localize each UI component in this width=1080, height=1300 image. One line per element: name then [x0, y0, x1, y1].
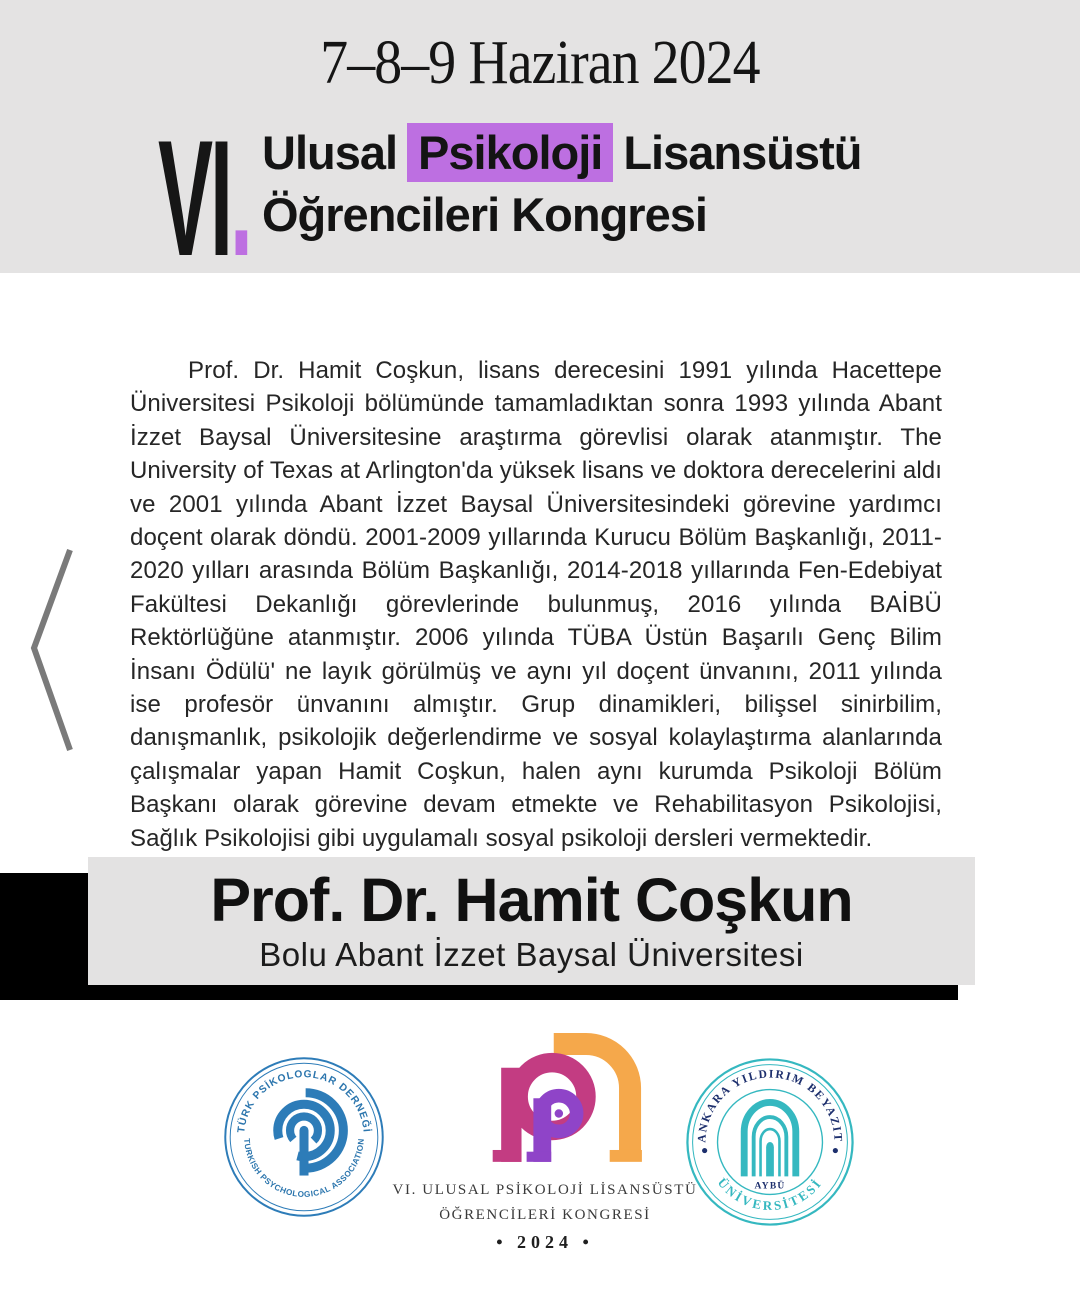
title-word-ulusal: Ulusal — [262, 126, 398, 179]
speaker-biography: Prof. Dr. Hamit Coşkun, lisans derecesini 1991 yılında Hacettepe Üniversitesi Psikoloji bölümünde tamamladıktan sonra 1993 yılında Abant İzzet Baysal Üniversitesine araştırma görevlisi olarak atanmıştır. The University of Texas at Arlington'da yüksek lisans ve doktora derecelerini aldı ve 2001 yılında Abant İzzet Baysal Üniversitesindeki görevine yardımcı doçent olarak döndü. 2001-2009 yıllarında Kurucu Bölüm Başkanlığı, 2011-2020 yılları arasında Bölüm Başkanlığı, 2014-2018 yıllarında Fen-Edebiyat Fakültesi Dekanlığı görevlerinde bulunmuş, 2016 yılında BAİBÜ Rektörlüğüne atanmıştır. 2006 yılında TÜBA Üstün Başarılı Genç Bilim İnsanı Ödülü' ne layık görülmüş ve aynı yıl doçent ünvanını, 2011 yılında ise profesör ünvanını almıştır. Grup dinamikleri, bilişsel sinirbilim, danışmanlık, psikolojik değerlendirme ve sosyal kolaylaştırma alanlarında çalışmalar yapan Hamit Coşkun, halen aynı kurumda Psikoloji Bölüm Başkanı olarak görevine devam etmekte ve Rehabilitasyon Psikolojisi, Sağlık Psikolojisi gibi uygulamalı sosyal psikoloji dersleri vermektedir. — [130, 357, 942, 852]
ordinal-dot: . — [229, 106, 250, 290]
ankara-yildirim-beyazit-university-logo — [684, 1056, 856, 1228]
header-band — [0, 0, 1080, 290]
event-date: 7–8–9 Haziran 2024 — [320, 29, 760, 97]
congress-title-line2: Öğrencileri Kongresi — [262, 188, 707, 241]
congress-title — [262, 122, 861, 246]
speaker-banner — [88, 857, 975, 985]
tpd-bottom-arc-text: TURKISH PSYCHOLOGICAL ASSOCIATION — [242, 1137, 366, 1199]
aybu-top-arc-text: ANKARA YILDIRIM BEYAZIT — [695, 1067, 845, 1144]
speaker-affiliation: Bolu Abant İzzet Baysal Üniversitesi — [259, 936, 804, 974]
aybu-right-dot — [833, 1148, 838, 1153]
title-word-psikoloji-highlighted: Psikoloji — [407, 123, 613, 182]
speaker-name: Prof. Dr. Hamit Coşkun — [210, 865, 853, 934]
ordinal-number: VI — [158, 106, 230, 290]
chevron-left-icon — [25, 545, 80, 755]
congress-p-logo — [452, 1030, 647, 1175]
caption-line1: VI. ULUSAL PSİKOLOJİ LİSANSÜSTÜ — [392, 1182, 698, 1198]
title-word-lisansustu: Lisansüstü — [623, 126, 862, 179]
congress-ordinal — [158, 106, 250, 290]
aybu-center-text: AYBÜ — [754, 1181, 786, 1192]
caption-year: • 2024 • — [496, 1232, 594, 1252]
congress-title-line1 — [262, 122, 861, 184]
aybu-left-dot — [702, 1148, 707, 1153]
caption-line2: ÖĞRENCİLERİ KONGRESİ — [439, 1207, 651, 1223]
aybu-bottom-arc-text: ÜNİVERSİTESİ — [714, 1175, 826, 1214]
congress-p-purple — [527, 1096, 577, 1162]
tpd-top-arc-text: TÜRK PSİKOLOGLAR DERNEĞİ — [236, 1068, 372, 1134]
